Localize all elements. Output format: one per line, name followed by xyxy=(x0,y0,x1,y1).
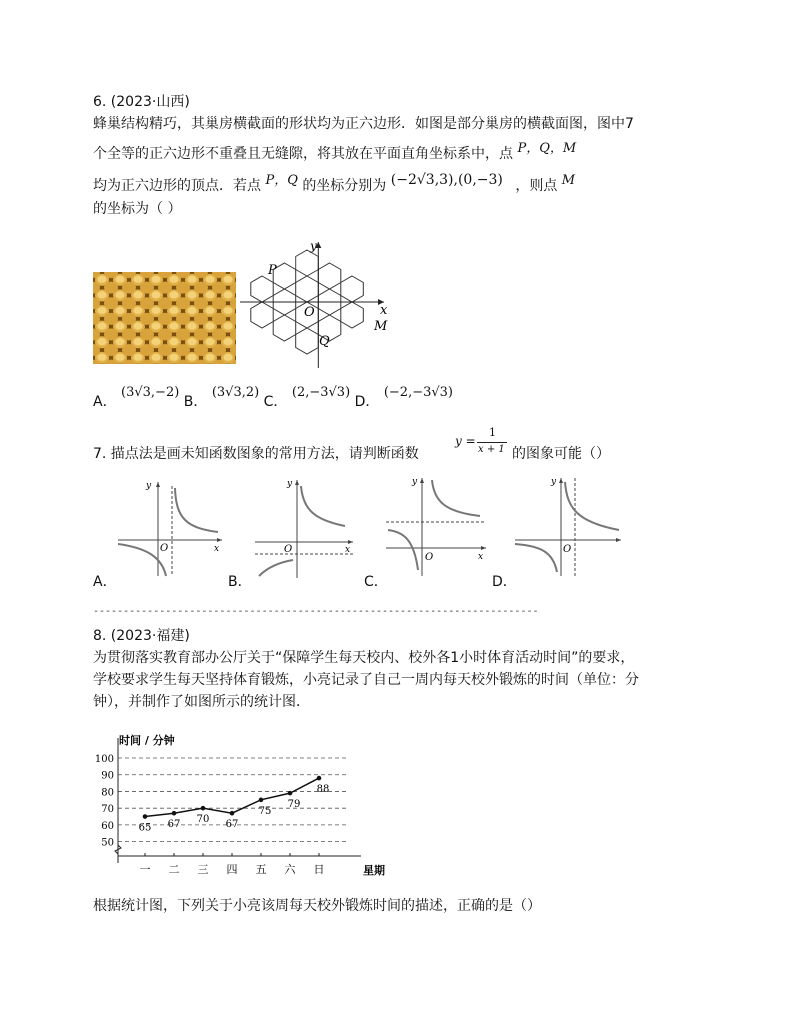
y-tick-label-50: 50 xyxy=(101,837,114,849)
graph-a-origin: O xyxy=(160,543,169,554)
hexagon-figure xyxy=(240,238,390,373)
data-label-3: 67 xyxy=(225,819,239,831)
graph-c-curve-left xyxy=(388,530,418,570)
x-tick-label-1: 二 xyxy=(168,863,180,876)
graph-d-curve-right xyxy=(565,482,619,530)
q7-stem-a: 7. 描点法是画未知函数图象的常用方法，请判断函数 xyxy=(93,446,419,462)
q6-option-b-value[interactable]: (3√3,2) xyxy=(211,385,260,400)
q8-line1: 为贯彻落实教育部办公厅关于“保障学生每天校内、校外各1小时体育活动时间”的要求， xyxy=(93,650,635,666)
q7-graph-b xyxy=(255,476,355,580)
q6-options xyxy=(93,385,453,413)
x-tick-label-4: 五 xyxy=(255,863,267,876)
q8-line2: 学校要求学生每天坚持体育锻炼，小亮记录了自己一周内每天校外锻炼的时间（单位：分 xyxy=(93,672,639,688)
graph-c-x-label: x xyxy=(478,552,484,562)
x-tick-label-3: 四 xyxy=(226,863,238,876)
q7-option-b[interactable]: B． xyxy=(228,574,252,590)
data-point-2 xyxy=(201,806,206,811)
y-tick-label-100: 100 xyxy=(94,754,114,765)
graph-b-origin: O xyxy=(284,544,293,555)
data-point-4 xyxy=(259,798,264,803)
graph-b-curve-right xyxy=(301,486,345,526)
fig-y-label: y xyxy=(310,239,317,253)
q6-option-a-letter[interactable]: A． xyxy=(93,394,117,410)
q6-line3-m: M xyxy=(561,173,576,188)
q6-line1: 蜂巢结构精巧，其巢房横截面的形状均为正六边形．如图是部分巢房的横截面图，图中7 xyxy=(93,116,634,132)
q6-option-c-value[interactable]: (2,−3√3) xyxy=(291,385,351,400)
q8-line3: 钟），并制作了如图所示的统计图． xyxy=(93,694,310,710)
y-tick-label-60: 60 xyxy=(101,820,114,832)
x-tick-label-0: 一 xyxy=(139,863,151,876)
q6-line3c: ，则点 xyxy=(515,178,558,194)
x-tick-label-5: 六 xyxy=(284,863,296,876)
q7-stem xyxy=(93,444,419,464)
chart-x-label: 星期 xyxy=(363,864,385,877)
q7-fraction-bar xyxy=(477,442,507,443)
q7-stem-b: 的图象可能（） xyxy=(512,446,610,462)
q6-option-d-letter[interactable]: D． xyxy=(354,394,380,410)
data-label-1: 67 xyxy=(167,819,181,831)
q7-option-a[interactable]: A． xyxy=(93,574,117,590)
fig-point-m: M xyxy=(374,319,388,334)
series-line xyxy=(145,778,319,816)
data-label-5: 79 xyxy=(287,799,301,811)
y-tick-label-90: 90 xyxy=(101,770,114,782)
graph-a-curve-left xyxy=(118,543,169,576)
q7-function xyxy=(455,428,515,468)
q6-coords: (−2√3,3),(0,−3) xyxy=(390,172,503,188)
q6-line4: 的坐标为（ ） xyxy=(93,201,182,217)
fig-origin-label: O xyxy=(304,305,315,320)
q7-option-c[interactable]: C． xyxy=(364,574,388,590)
data-point-3 xyxy=(230,811,235,816)
q8-header: 8. (2023·福建) xyxy=(93,628,190,644)
q7-option-d[interactable]: D． xyxy=(492,574,517,590)
data-label-2: 70 xyxy=(196,814,210,826)
chart-axes xyxy=(115,738,361,863)
data-point-0 xyxy=(143,814,148,819)
graph-c-curve-right xyxy=(432,480,480,516)
q6-line2 xyxy=(93,141,577,165)
honeycomb-texture xyxy=(93,272,236,364)
q6-line3b: 的坐标分别为 xyxy=(302,178,387,194)
graph-b-x-label: x xyxy=(345,545,351,555)
q6-option-d-value[interactable]: (−2,−3√3) xyxy=(383,385,453,400)
fig-x-label: x xyxy=(380,303,388,318)
q6-line3a: 均为正六边形的顶点．若点 xyxy=(93,178,261,194)
graph-a-x-label: x xyxy=(214,544,220,554)
graph-c-origin: O xyxy=(425,552,434,563)
graph-d-curve-left xyxy=(515,544,557,572)
q6-option-b-letter[interactable]: B． xyxy=(183,394,208,410)
x-tick-label-6: 日 xyxy=(313,863,325,876)
q6-line3-points: P，Q xyxy=(265,173,298,188)
data-point-6 xyxy=(317,776,322,781)
graph-a-y-label: y xyxy=(146,481,152,491)
q8-line-chart xyxy=(93,728,393,878)
fig-point-p: P xyxy=(268,263,277,278)
graph-a-curve-right xyxy=(175,488,218,532)
q7-graph-a xyxy=(118,478,224,578)
data-label-0: 65 xyxy=(138,822,152,834)
x-tick-label-2: 三 xyxy=(197,863,209,876)
q6-line2-points: P，Q，M xyxy=(517,141,577,156)
y-tick-label-70: 70 xyxy=(101,804,114,816)
q7-func-num: 1 xyxy=(489,426,496,439)
q7-func-den: x + 1 xyxy=(478,444,505,455)
graph-d-y-label: y xyxy=(551,477,557,487)
data-point-5 xyxy=(288,791,293,796)
data-label-4: 75 xyxy=(258,805,272,817)
q6-line3 xyxy=(93,172,576,197)
honeycomb-photo xyxy=(93,272,236,364)
q8-line4: 根据统计图，下列关于小亮该周每天校外锻炼时间的描述，正确的是（） xyxy=(93,898,541,914)
graph-b-y-label: y xyxy=(287,479,293,489)
graph-c-y-label: y xyxy=(412,477,418,487)
q7-graph-c xyxy=(386,474,488,578)
chart-y-ticks xyxy=(95,754,114,849)
y-tick-label-80: 80 xyxy=(101,787,114,799)
q6-header: 6. (2023·山西) xyxy=(93,94,190,110)
fig-point-q: Q xyxy=(319,334,330,349)
q7-graph-d xyxy=(515,474,623,578)
q6-option-c-letter[interactable]: C． xyxy=(263,394,288,410)
data-point-1 xyxy=(172,811,177,816)
graph-b-curve-left xyxy=(259,560,293,576)
data-label-6: 88 xyxy=(316,784,330,796)
q7-func-y: y = xyxy=(455,434,476,448)
section-separator: -------------------------------------------------------------------------- xyxy=(93,606,539,617)
graph-d-origin: O xyxy=(563,544,572,555)
chart-y-label: 时间 / 分钟 xyxy=(119,734,175,747)
q6-option-a-value[interactable]: (3√3,−2) xyxy=(121,385,180,400)
q6-line2-text: 个全等的正六边形不重叠且无缝隙，将其放在平面直角坐标系中，点 xyxy=(93,146,513,162)
